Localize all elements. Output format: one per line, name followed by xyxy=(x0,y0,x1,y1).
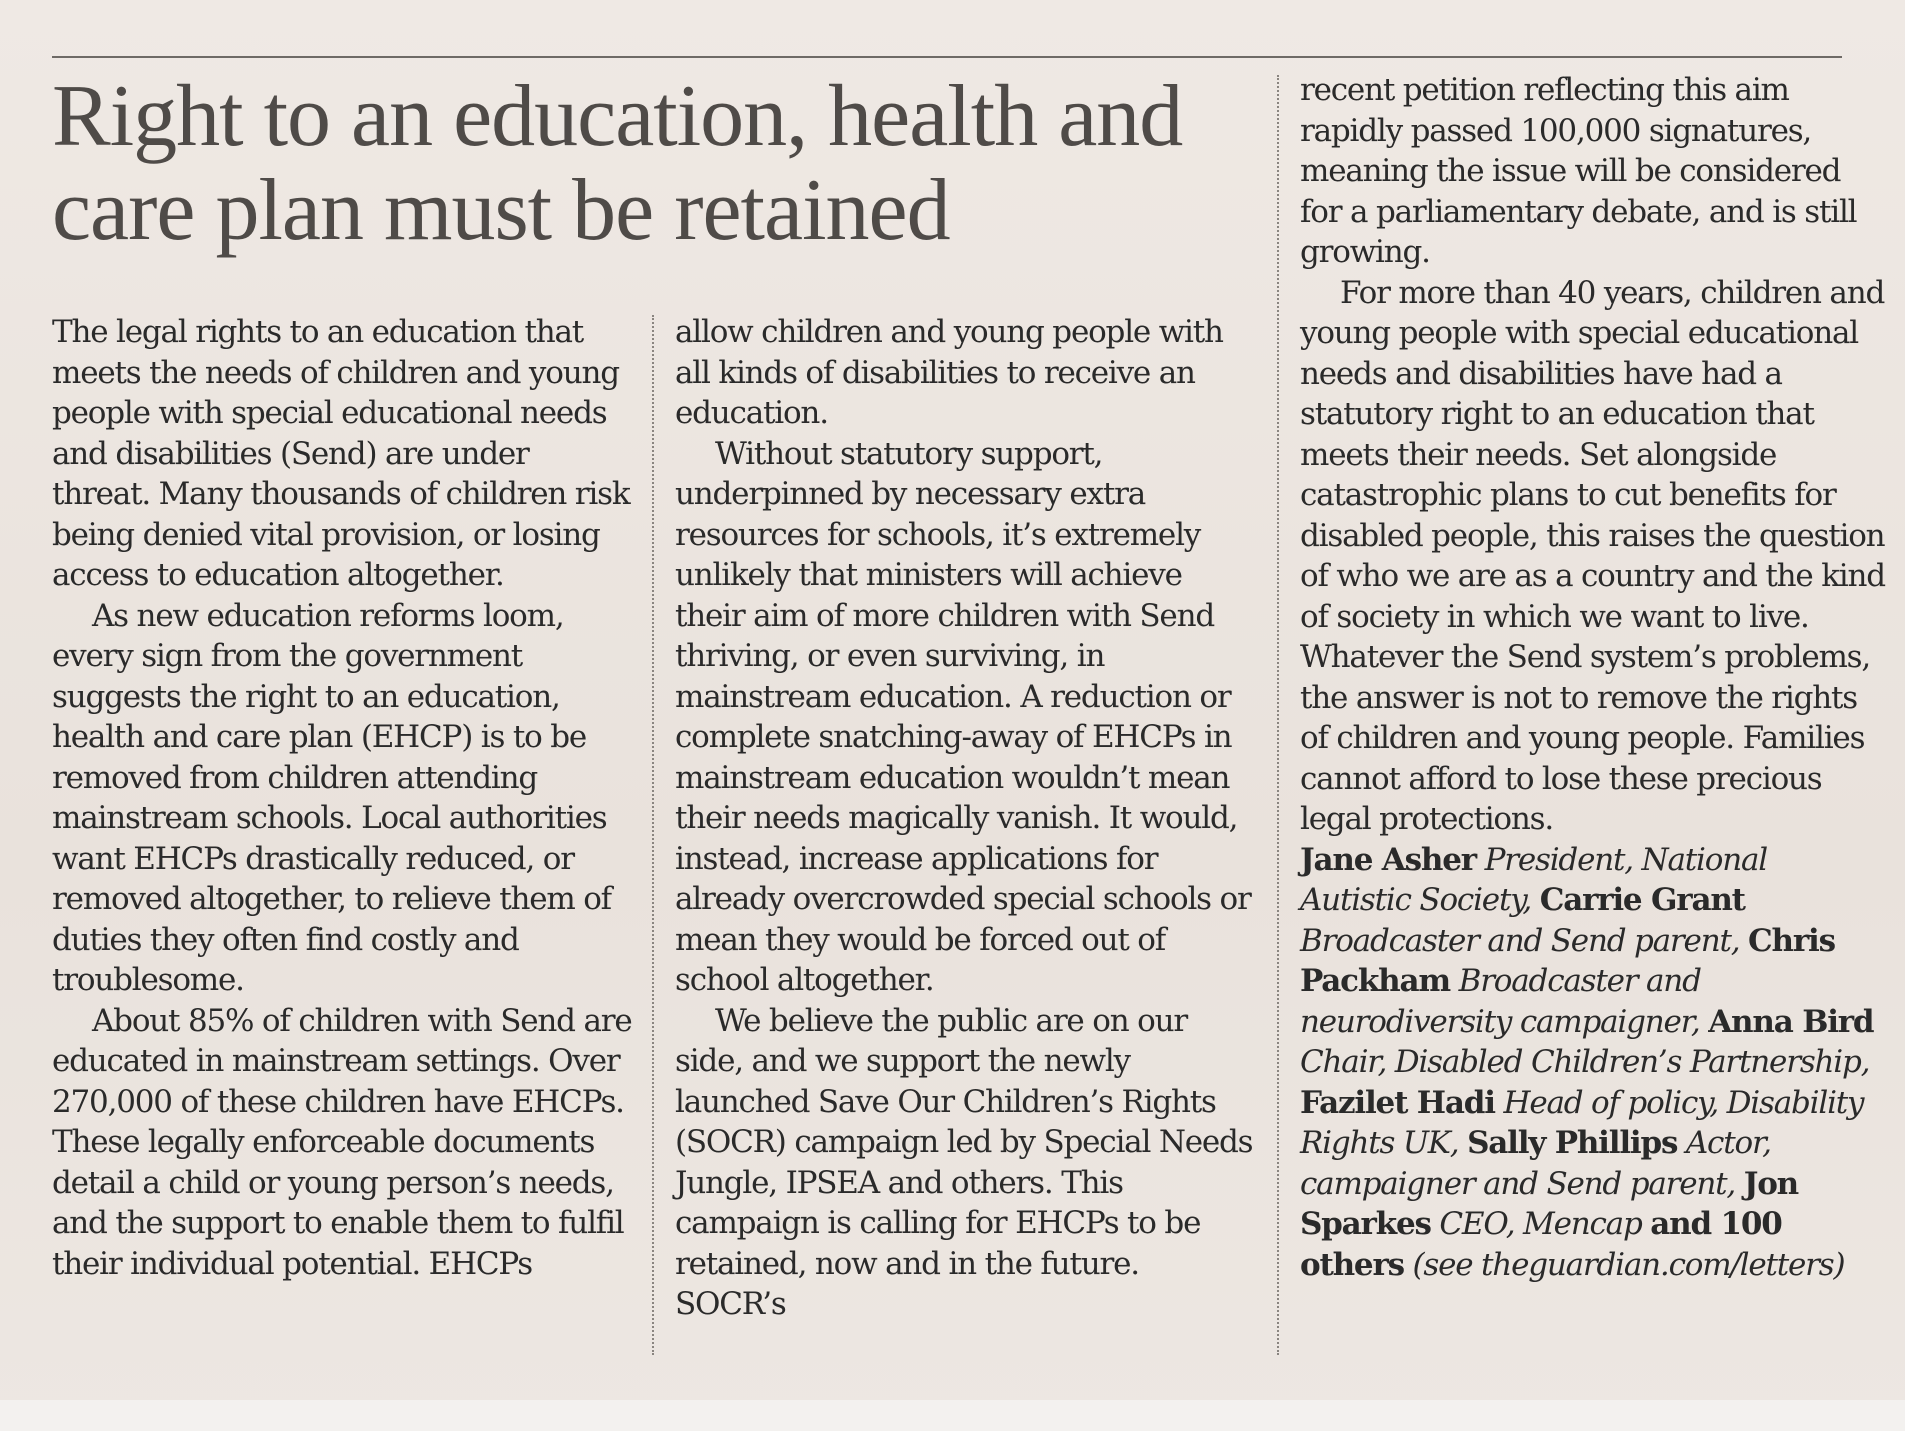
signatory-role: CEO, Mencap xyxy=(1439,1206,1642,1242)
paragraph: recent petition reflecting this aim rapidly passed 100,000 signatures, meaning the issue will be considered for a parliamentary debate, and is still growing. xyxy=(1300,72,1857,270)
signatories xyxy=(1300,840,1885,1286)
signatory-name: Jon Sparkes xyxy=(1300,1165,1799,1242)
paragraph: For more than 40 years, children and young people with special educational needs and disabilities have had a statutory right to an education that meets their needs. Set alongside catastrophic plans to cut benefits for disabled people, this raises the question of who we are as a country and the kind of society in which we want to live. Whatever the Send system’s problems, the answer is not to remove the rights of children and young people. Families cannot afford to lose these precious legal protections. xyxy=(1300,274,1885,837)
column-2 xyxy=(675,312,1255,1325)
signatory-role: Actor, campaigner and Send parent, xyxy=(1300,1125,1771,1202)
signatory-name: Chris Packham xyxy=(1300,922,1835,999)
paragraph: allow children and young people with all kinds of disabilities to receive an education. xyxy=(675,314,1223,431)
column-divider xyxy=(1277,75,1279,1355)
signatory-name: Sally Phillips xyxy=(1467,1125,1678,1161)
signatory-role: Chair, Disabled Children’s Partnership, xyxy=(1300,1044,1870,1080)
paragraph: About 85% of children with Send are educated in mainstream settings. Over 270,000 of these children have EHCPs. These legally enforceable documents detail a child or young person’s needs, and the support to enable them to fulfil their individual potential. EHCPs xyxy=(52,1002,632,1282)
paragraph: We believe the public are on our side, and we support the newly launched Save Our Children’s Rights (SOCR) campaign led by Special Needs Jungle, IPSEA and others. This campaign is calling for EHCPs to be retained, now and in the future. SOCR’s xyxy=(675,1002,1253,1322)
paragraph: Without statutory support, underpinned by necessary extra resources for schools, it’s extremely unlikely that ministers will achieve their aim of more children with Send thriving, or even surviving, in mainstream education. A reduction or complete snatching-away of EHCPs in mainstream education wouldn’t mean their needs magically vanish. It would, instead, increase applications for already overcrowded special schools or mean they would be forced out of school altogether. xyxy=(675,435,1251,998)
column-3 xyxy=(1300,70,1885,1285)
column-1 xyxy=(52,312,632,1284)
paragraph: As new education reforms loom, every sign from the government suggests the right to an education, health and care plan (EHCP) is to be removed from children attending mainstream schools. Local authorities want EHCPs drastically reduced, or removed altogether, to relieve them of duties they often find costly and troublesome. xyxy=(52,597,611,998)
paragraph: The legal rights to an education that meets the needs of children and young people with special educational needs and disabilities (Send) are under threat. Many thousands of children risk being denied vital provision, or losing access to education altogether. xyxy=(52,314,630,593)
page-edge xyxy=(0,1400,1905,1431)
others-note: and 100 others xyxy=(1300,1206,1782,1283)
signatory-role: Head of policy, Disability Rights UK, xyxy=(1300,1084,1864,1161)
signatory-name: Carrie Grant xyxy=(1539,882,1745,918)
headline: Right to an education, health and care plan must be retained xyxy=(52,68,1183,259)
signatory-name: Anna Bird xyxy=(1708,1003,1874,1040)
signatory-name: Jane Asher xyxy=(1300,841,1476,878)
column-divider xyxy=(652,315,654,1355)
signatory-role: President, National Autistic Society, xyxy=(1300,841,1767,918)
letters-link[interactable]: (see theguardian.com/letters) xyxy=(1412,1246,1845,1283)
signatory-name: Fazilet Hadi xyxy=(1300,1084,1495,1121)
signatory-role: Broadcaster and neurodiversity campaigner, xyxy=(1300,963,1701,1040)
signatory-role: Broadcaster and Send parent, xyxy=(1300,922,1740,959)
top-rule xyxy=(52,56,1842,58)
